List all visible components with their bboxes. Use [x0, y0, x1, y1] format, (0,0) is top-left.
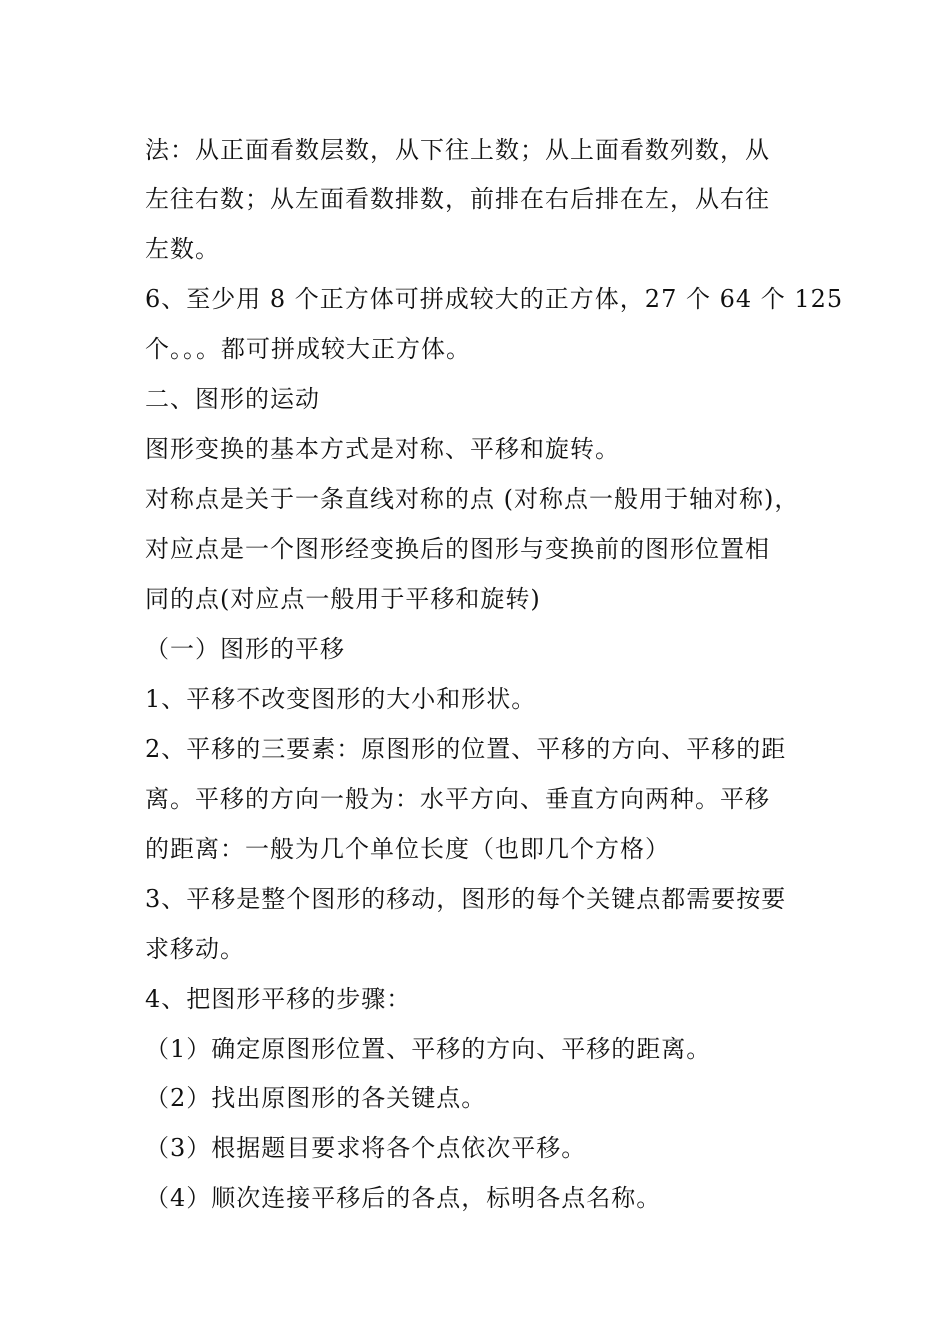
- text-line: 6、至少用 8 个正方体可拼成较大的正方体，27 个 64 个 125: [145, 285, 844, 313]
- text-line: 离。平移的方向一般为：水平方向、垂直方向两种。平移: [145, 785, 770, 813]
- text-line: 左往右数；从左面看数排数，前排在右后排在左，从右往: [145, 185, 770, 213]
- step-item: （2）找出原图形的各关键点。: [145, 1084, 487, 1112]
- text-line: 4、把图形平移的步骤：: [145, 985, 412, 1013]
- text-line: 法：从正面看数层数，从下往上数；从上面看数列数，从: [145, 136, 770, 164]
- text-line: 对应点是一个图形经变换后的图形与变换前的图形位置相: [145, 535, 770, 563]
- text-line: 3、平移是整个图形的移动，图形的每个关键点都需要按要: [145, 885, 787, 913]
- text-line: 2、平移的三要素：原图形的位置、平移的方向、平移的距: [145, 735, 787, 763]
- text-line: 图形变换的基本方式是对称、平移和旋转。: [145, 435, 620, 463]
- step-item: （3）根据题目要求将各个点依次平移。: [145, 1134, 587, 1162]
- text-line: 求移动。: [145, 935, 245, 963]
- text-line: 左数。: [145, 235, 220, 263]
- section-heading: 二、图形的运动: [145, 385, 320, 413]
- step-item: （4）顺次连接平移后的各点，标明各点名称。: [145, 1184, 662, 1212]
- text-line: 个。。。都可拼成较大正方体。: [145, 335, 471, 363]
- text-line: 同的点(对应点一般用于平移和旋转): [145, 585, 541, 613]
- text-line: 1、平移不改变图形的大小和形状。: [145, 685, 537, 713]
- step-item: （1）确定原图形位置、平移的方向、平移的距离。: [145, 1035, 712, 1063]
- subsection-heading: （一）图形的平移: [145, 635, 345, 663]
- text-line: 对称点是关于一条直线对称的点 (对称点一般用于轴对称)，: [145, 485, 800, 513]
- text-line: 的距离：一般为几个单位长度（也即几个方格）: [145, 835, 670, 863]
